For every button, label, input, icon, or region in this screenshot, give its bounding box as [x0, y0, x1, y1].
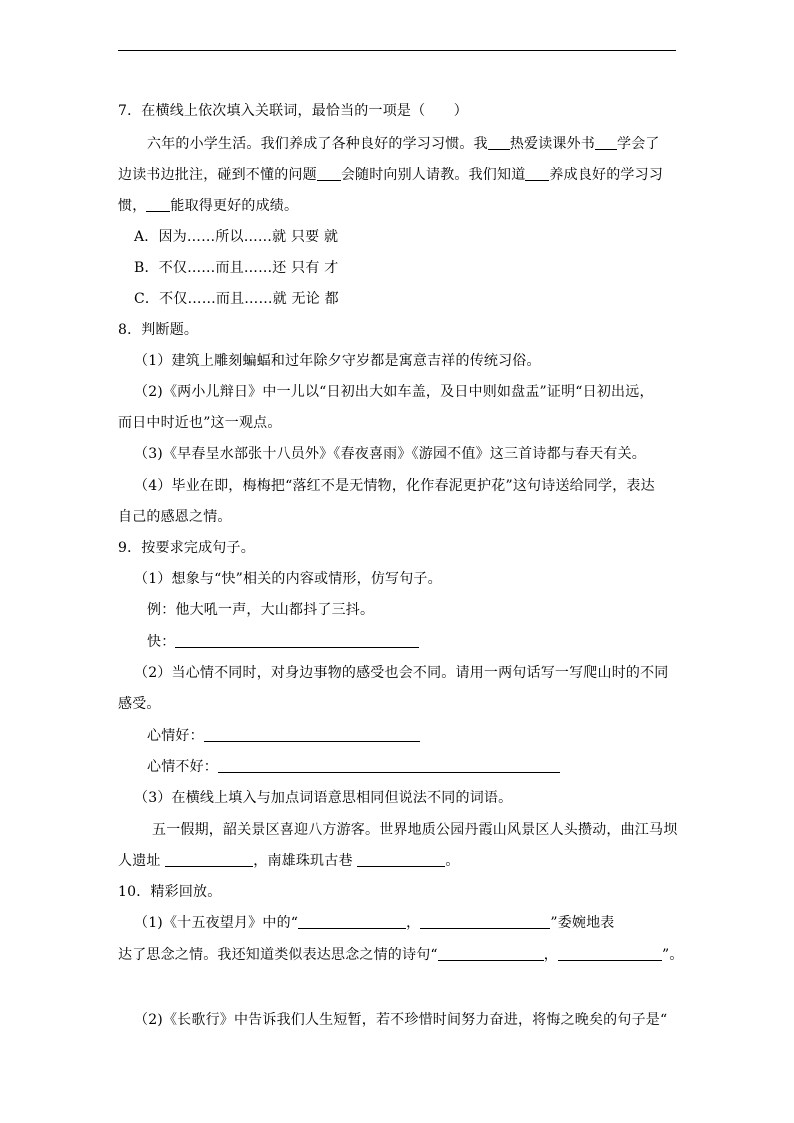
q9-sub-2: （2）当心情不同时，对身边事物的感受也会不同。请用一两句话写一写爬山时的不同: [134, 665, 669, 681]
blank[interactable]: [357, 852, 445, 867]
q9-passage-line1: 五一假期，韶关景区喜迎八方游客。世界地质公园丹霞山风景区人头攒动，曲江马坝: [152, 822, 678, 838]
answer-line[interactable]: [175, 633, 419, 648]
q9-sub-1: （1）想象与“快”相关的内容或情形，仿写句子。: [134, 571, 442, 587]
blank[interactable]: [146, 197, 170, 212]
q10-stem: 10．精彩回放。: [118, 884, 222, 900]
q7-passage-line3: 惯， 能取得更好的成绩。: [118, 198, 299, 214]
blank[interactable]: [525, 166, 549, 181]
q9-sub-2-cont: 感受。: [118, 696, 161, 712]
blank[interactable]: [298, 914, 406, 929]
q9-passage-line2: 人遗址 ，南雄珠玑古巷 。: [118, 853, 460, 869]
q7-option-b[interactable]: B．不仅……而且……还 只有 才: [134, 260, 339, 276]
blank[interactable]: [438, 946, 544, 961]
q9-good-mood-row: 心情好：: [147, 726, 420, 746]
blank[interactable]: [595, 135, 617, 150]
q7-option-a[interactable]: A．因为……所以……就 只要 就: [134, 229, 339, 245]
q9-sub-3: （3）在横线上填入与加点词语意思相同但说法不同的词语。: [134, 790, 513, 806]
q8-stem: 8．判断题。: [118, 322, 199, 338]
blank[interactable]: [488, 135, 510, 150]
answer-line[interactable]: [218, 758, 560, 773]
header-rule: [118, 50, 676, 51]
q8-statement-3: （3)《早春呈水部张十八员外》《春夜喜雨》《游园不值》这三首诗都与春天有关。: [134, 446, 646, 462]
q9-bad-mood-row: 心情不好：: [147, 757, 560, 777]
q9-example: 例：他大吼一声，大山都抖了三抖。: [147, 602, 375, 618]
q8-statement-2-cont: 而日中时近也”这一观点。: [118, 415, 282, 431]
q8-statement-2: （2)《两小儿辩日》中一儿以“日初出大如车盖，及日中则如盘盂”证明“日初出远，: [134, 384, 654, 400]
q8-statement-1: （1）建筑上雕刻蝙蝠和过年除夕守岁都是寓意吉祥的传统习俗。: [134, 353, 541, 369]
answer-line[interactable]: [204, 727, 420, 742]
blank[interactable]: [420, 914, 550, 929]
blank[interactable]: [558, 946, 662, 961]
blank[interactable]: [317, 166, 341, 181]
q10-sub-1-cont: 达了思念之情。我还知道类似表达思念之情的诗句“ ， ”。: [118, 947, 684, 963]
q10-sub-2: （2)《长歌行》中告诉我们人生短暂，若不珍惜时间努力奋进，将悔之晚矣的句子是“: [134, 1012, 668, 1028]
q7-option-c[interactable]: C．不仅……而且……就 无论 都: [134, 291, 339, 307]
q8-statement-4: （4）毕业在即，梅梅把“落红不是无情物，化作春泥更护花”这句诗送给同学，表达: [134, 478, 655, 494]
q9-stem: 9．按要求完成句子。: [118, 540, 255, 556]
q7-stem: 7．在横线上依次填入关联词，最恰当的一项是（ ）: [118, 103, 468, 119]
blank[interactable]: [165, 852, 253, 867]
q9-kuai-row: 快：: [147, 632, 419, 652]
q7-passage-line1: 六年的小学生活。我们养成了各种良好的学习习惯。我 热爱读课外书 学会了: [147, 136, 660, 152]
q8-statement-4-cont: 自己的感恩之情。: [118, 509, 232, 525]
q10-sub-1: （1)《十五夜望月》中的“ ， ”委婉地表: [134, 915, 615, 931]
q7-passage-line2: 边读书边批注，碰到不懂的问题 会随时向别人请教。我们知道 养成良好的学习习: [118, 167, 664, 183]
